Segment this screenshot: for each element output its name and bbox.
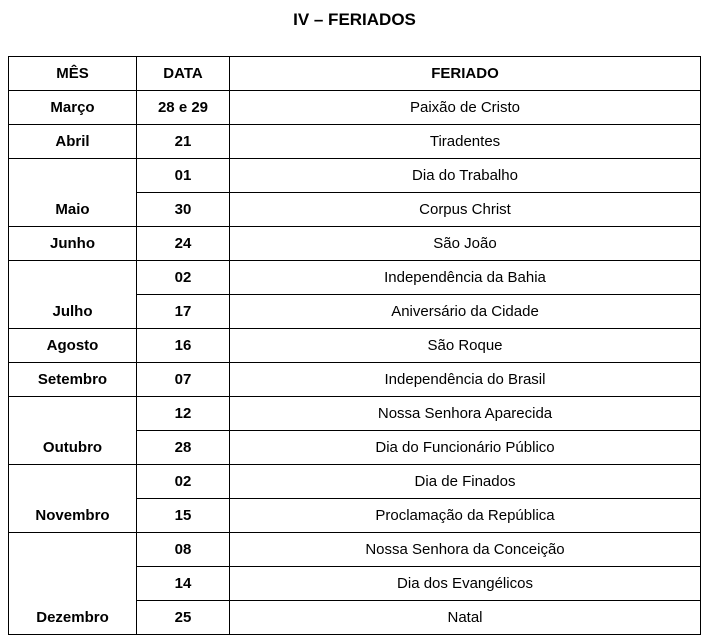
column-header-date: DATA xyxy=(137,57,230,91)
table-row xyxy=(9,125,701,159)
table-row xyxy=(9,533,701,567)
table-row xyxy=(9,261,701,295)
date-cell: 07 xyxy=(137,363,230,397)
table-row xyxy=(9,159,701,193)
month-cell: Junho xyxy=(9,227,137,261)
date-cell: 01 xyxy=(137,159,230,193)
holiday-name-cell: Paixão de Cristo xyxy=(230,91,701,125)
date-cell: 12 xyxy=(137,397,230,431)
date-cell: 24 xyxy=(137,227,230,261)
month-cell: Julho xyxy=(9,261,137,329)
table-header-row xyxy=(9,57,701,91)
holiday-name-cell: Tiradentes xyxy=(230,125,701,159)
table-row xyxy=(9,91,701,125)
holiday-name-cell: Dia do Trabalho xyxy=(230,159,701,193)
holiday-name-cell: Dia de Finados xyxy=(230,465,701,499)
date-cell: 15 xyxy=(137,499,230,533)
date-cell: 02 xyxy=(137,261,230,295)
holiday-name-cell: Aniversário da Cidade xyxy=(230,295,701,329)
holiday-name-cell: Corpus Christ xyxy=(230,193,701,227)
column-header-month: MÊS xyxy=(9,57,137,91)
date-cell: 02 xyxy=(137,465,230,499)
column-header-holiday: FERIADO xyxy=(230,57,701,91)
table-row xyxy=(9,227,701,261)
page-title: IV – FERIADOS xyxy=(293,10,416,29)
month-cell: Novembro xyxy=(9,465,137,533)
holiday-name-cell: Proclamação da República xyxy=(230,499,701,533)
date-cell: 17 xyxy=(137,295,230,329)
date-cell: 14 xyxy=(137,567,230,601)
month-cell: Outubro xyxy=(9,397,137,465)
holidays-table-body xyxy=(9,91,701,635)
date-cell: 08 xyxy=(137,533,230,567)
holiday-name-cell: Dia dos Evangélicos xyxy=(230,567,701,601)
table-row xyxy=(9,397,701,431)
date-cell: 30 xyxy=(137,193,230,227)
date-cell: 21 xyxy=(137,125,230,159)
table-row xyxy=(9,363,701,397)
date-cell: 16 xyxy=(137,329,230,363)
holiday-name-cell: Nossa Senhora da Conceição xyxy=(230,533,701,567)
holiday-name-cell: Independência da Bahia xyxy=(230,261,701,295)
table-row xyxy=(9,465,701,499)
month-cell: Maio xyxy=(9,159,137,227)
holiday-name-cell: Natal xyxy=(230,601,701,635)
date-cell: 25 xyxy=(137,601,230,635)
holiday-name-cell: São Roque xyxy=(230,329,701,363)
holiday-name-cell: Dia do Funcionário Público xyxy=(230,431,701,465)
month-cell: Agosto xyxy=(9,329,137,363)
holiday-name-cell: São João xyxy=(230,227,701,261)
holiday-name-cell: Nossa Senhora Aparecida xyxy=(230,397,701,431)
month-cell: Abril xyxy=(9,125,137,159)
month-cell: Março xyxy=(9,91,137,125)
holiday-name-cell: Independência do Brasil xyxy=(230,363,701,397)
date-cell: 28 e 29 xyxy=(137,91,230,125)
table-row xyxy=(9,329,701,363)
date-cell: 28 xyxy=(137,431,230,465)
month-cell: Setembro xyxy=(9,363,137,397)
holidays-table xyxy=(8,56,701,635)
month-cell: Dezembro xyxy=(9,533,137,635)
